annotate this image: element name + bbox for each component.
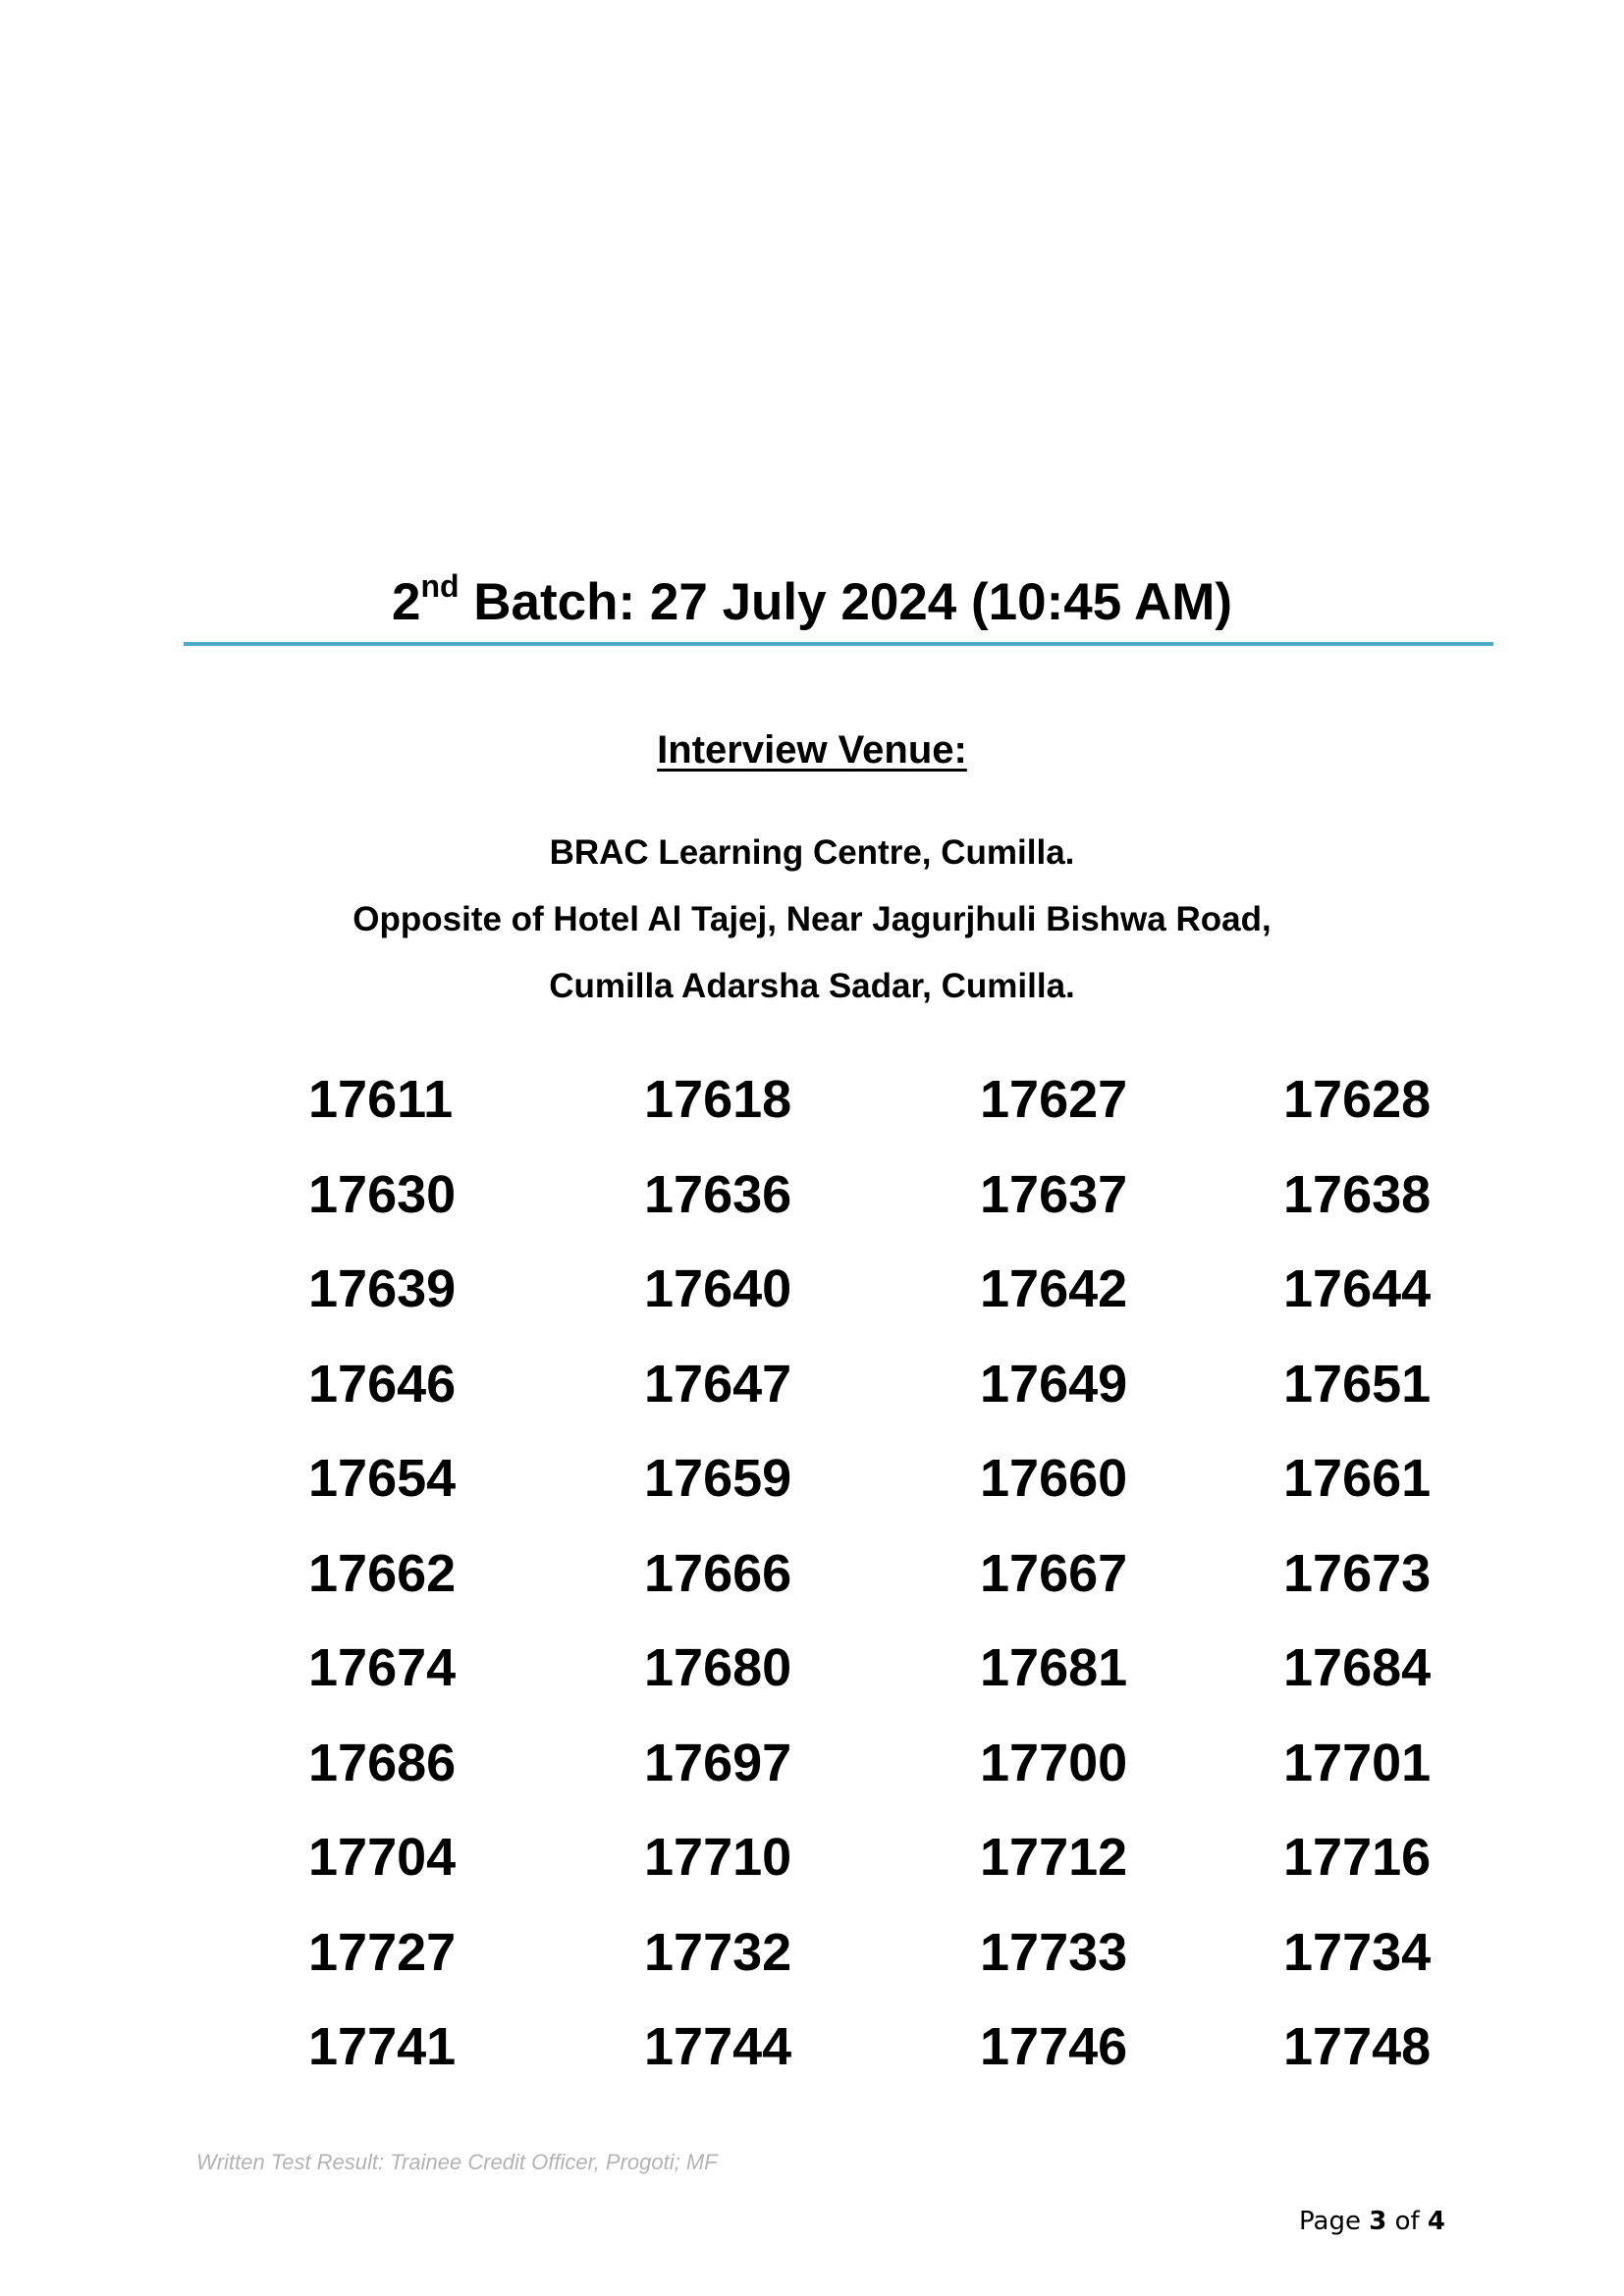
roll-number-row [0, 1729, 1624, 1824]
roll-number: 17649 [980, 1354, 1128, 1414]
venue-address-line: BRAC Learning Centre, Cumilla. [549, 833, 1075, 872]
roll-number: 17636 [644, 1164, 792, 1224]
batch-ordinal-number: 2 [391, 573, 421, 631]
page-number [1299, 2207, 1445, 2236]
page-current: 3 [1369, 2207, 1387, 2236]
roll-number: 17686 [308, 1733, 457, 1792]
roll-number-row [0, 1823, 1624, 1918]
roll-number: 17660 [980, 1449, 1128, 1508]
roll-number: 17710 [644, 1828, 792, 1887]
batch-heading [0, 567, 1624, 638]
roll-number: 17684 [1283, 1638, 1432, 1697]
roll-number-row [0, 1539, 1624, 1634]
roll-number-row [0, 1633, 1624, 1729]
roll-number: 17639 [308, 1259, 457, 1318]
roll-number-row [0, 1918, 1624, 2013]
page-of: of [1386, 2207, 1428, 2236]
roll-number: 17681 [980, 1638, 1128, 1697]
roll-number: 17674 [308, 1638, 457, 1697]
roll-number: 17732 [644, 1922, 792, 1982]
roll-number: 17662 [308, 1543, 457, 1603]
roll-number: 17746 [980, 2017, 1128, 2076]
roll-number: 17627 [980, 1070, 1128, 1129]
roll-number: 17642 [980, 1259, 1128, 1318]
roll-number-row [0, 1444, 1624, 1539]
roll-number: 17646 [308, 1354, 457, 1414]
roll-number: 17647 [644, 1354, 792, 1414]
footer-note: Written Test Result: Trainee Credit Officer, Progoti; MF [196, 2150, 718, 2174]
venue-address [0, 820, 1624, 1020]
roll-number: 17744 [644, 2017, 792, 2076]
roll-number-row [0, 1065, 1624, 1160]
batch-date-time: Batch: 27 July 2024 (10:45 AM) [459, 573, 1233, 631]
roll-number: 17727 [308, 1922, 457, 1982]
roll-number: 17712 [980, 1828, 1128, 1887]
roll-number: 17697 [644, 1733, 792, 1792]
roll-number: 17716 [1283, 1828, 1432, 1887]
roll-number-row [0, 1350, 1624, 1445]
roll-number: 17667 [980, 1543, 1128, 1603]
roll-number: 17644 [1283, 1259, 1432, 1318]
roll-number: 17666 [644, 1543, 792, 1603]
roll-number: 17741 [308, 2017, 457, 2076]
roll-number: 17701 [1283, 1733, 1432, 1792]
roll-number: 17733 [980, 1922, 1128, 1982]
roll-number: 17734 [1283, 1922, 1432, 1982]
roll-number: 17654 [308, 1449, 457, 1508]
roll-number: 17659 [644, 1449, 792, 1508]
roll-number: 17637 [980, 1164, 1128, 1224]
roll-number-row [0, 1160, 1624, 1255]
roll-number: 17680 [644, 1638, 792, 1697]
roll-number: 17661 [1283, 1449, 1432, 1508]
roll-number: 17630 [308, 1164, 457, 1224]
venue-address-line: Cumilla Adarsha Sadar, Cumilla. [549, 967, 1075, 1005]
roll-number: 17638 [1283, 1164, 1432, 1224]
roll-number: 17618 [644, 1070, 792, 1129]
roll-number: 17700 [980, 1733, 1128, 1792]
roll-number: 17651 [1283, 1354, 1432, 1414]
roll-number-grid [0, 1065, 1624, 2108]
page-total: 4 [1427, 2207, 1445, 2236]
roll-number: 17628 [1283, 1070, 1432, 1129]
roll-number-row [0, 2012, 1624, 2108]
page-prefix: Page [1299, 2207, 1370, 2236]
roll-number: 17673 [1283, 1543, 1432, 1603]
batch-ordinal-suffix: nd [420, 568, 460, 605]
heading-divider [184, 642, 1493, 646]
roll-number-row [0, 1255, 1624, 1350]
venue-label: Interview Venue: [657, 728, 967, 772]
roll-number: 17640 [644, 1259, 792, 1318]
venue-address-line: Opposite of Hotel Al Tajej, Near Jagurjhuli Bishwa Road, [352, 900, 1272, 938]
roll-number: 17611 [308, 1070, 454, 1129]
roll-number: 17704 [308, 1828, 457, 1887]
roll-number: 17748 [1283, 2017, 1432, 2076]
